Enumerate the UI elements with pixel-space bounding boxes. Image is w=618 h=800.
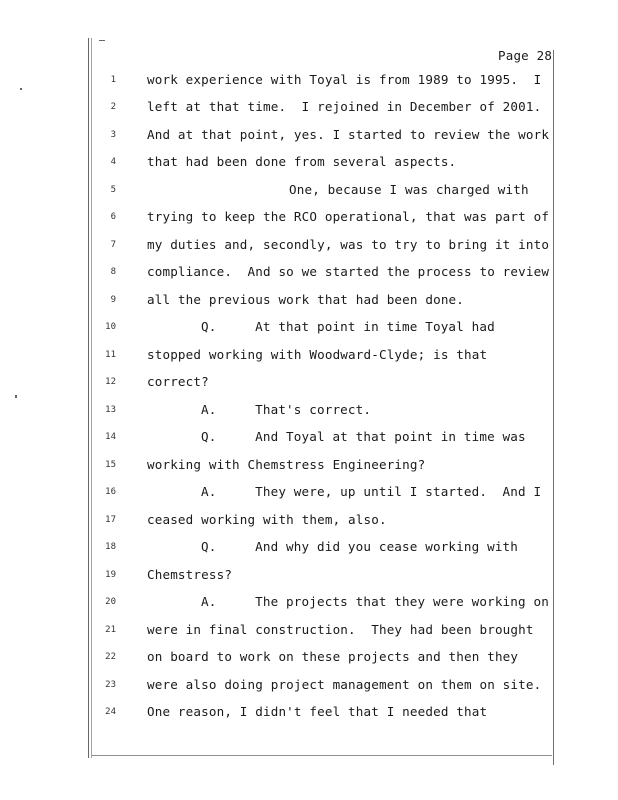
- line-number: 2: [110, 102, 116, 112]
- line-number: 21: [105, 625, 116, 635]
- line-text: One reason, I didn't feel that I needed that: [147, 704, 488, 719]
- line-text: were also doing project management on them on site.: [147, 677, 542, 692]
- line-number: 18: [105, 542, 116, 552]
- scan-speck: [15, 395, 17, 398]
- line-text: One, because I was charged with: [289, 182, 529, 197]
- bottom-rule: [92, 755, 552, 756]
- scan-speck: [20, 88, 22, 90]
- line-text: working with Chemstress Engineering?: [147, 457, 426, 472]
- line-number: 8: [110, 267, 116, 277]
- line-number: 19: [105, 570, 116, 580]
- line-text: all the previous work that had been done.: [147, 292, 465, 307]
- line-number: 6: [110, 212, 116, 222]
- line-text: A. The projects that they were working on: [201, 594, 549, 609]
- line-text: A. They were, up until I started. And I: [201, 484, 542, 499]
- line-text: Q. At that point in time Toyal had: [201, 319, 495, 334]
- line-text: that had been done from several aspects.: [147, 154, 457, 169]
- line-number: 11: [105, 350, 116, 360]
- line-number: 7: [110, 240, 116, 250]
- line-number: 10: [105, 322, 116, 332]
- line-number: 3: [110, 130, 116, 140]
- line-number: 17: [105, 515, 116, 525]
- line-number: 22: [105, 652, 116, 662]
- line-text: Q. And why did you cease working with: [201, 539, 519, 554]
- line-text: correct?: [147, 374, 209, 389]
- line-number: 12: [105, 377, 116, 387]
- line-text: A. That's correct.: [201, 402, 372, 417]
- page-number: Page 28: [498, 48, 553, 63]
- line-text: trying to keep the RCO operational, that was part of: [147, 209, 550, 224]
- line-text: left at that time. I rejoined in December of 2001.: [147, 99, 542, 114]
- line-text: on board to work on these projects and then they: [147, 649, 519, 664]
- line-text: Chemstress?: [147, 567, 233, 582]
- line-text: stopped working with Woodward-Clyde; is that: [147, 347, 488, 362]
- line-text: ceased working with them, also.: [147, 512, 387, 527]
- left-margin-rule-inner: [91, 38, 92, 758]
- line-text: work experience with Toyal is from 1989 to 1995. I: [147, 72, 542, 87]
- line-number: 4: [110, 157, 116, 167]
- line-number: 23: [105, 680, 116, 690]
- left-margin-rule: [88, 38, 89, 758]
- line-text: And at that point, yes. I started to review the work: [147, 127, 550, 142]
- line-text: compliance. And so we started the process to review: [147, 264, 550, 279]
- line-number: 5: [110, 185, 116, 195]
- line-number: 1: [110, 75, 116, 85]
- line-text: my duties and, secondly, was to try to bring it into: [147, 237, 550, 252]
- scan-speck: [99, 40, 105, 41]
- line-number: 9: [110, 295, 116, 305]
- line-number: 20: [105, 597, 116, 607]
- line-text: were in final construction. They had been brought: [147, 622, 534, 637]
- line-number: 15: [105, 460, 116, 470]
- line-number: 24: [105, 707, 116, 717]
- line-number: 16: [105, 487, 116, 497]
- line-number: 13: [105, 405, 116, 415]
- right-margin-rule: [553, 50, 554, 765]
- line-text: Q. And Toyal at that point in time was: [201, 429, 526, 444]
- line-number: 14: [105, 432, 116, 442]
